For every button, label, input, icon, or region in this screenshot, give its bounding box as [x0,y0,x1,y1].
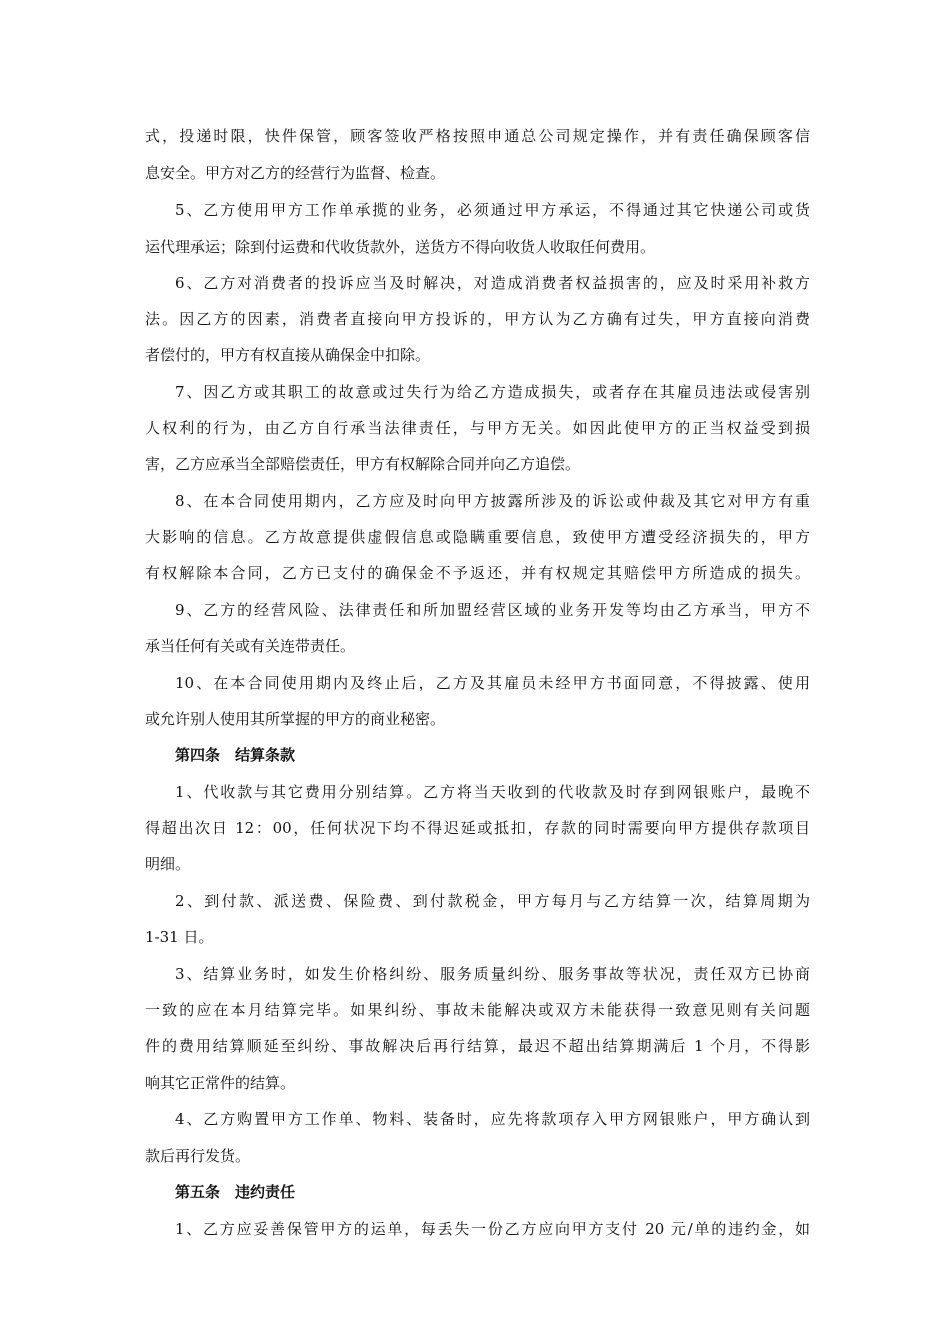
section-heading: 第五条 违约责任 [175,1183,296,1201]
paragraph-line: 承当任何有关或有关连带责任。 [145,637,356,655]
paragraph-line: 3、结算业务时，如发生价格纠纷、服务质量纠纷、服务事故等状况，责任双方已协商 [175,965,810,983]
paragraph-line: 法。因乙方的因素，消费者直接向甲方投诉的，甲方认为乙方确有过失，甲方直接向消费 [145,310,810,328]
paragraph-line: 款后再行发货。 [145,1147,251,1165]
paragraph-line: 8、在本合同使用期内，乙方应及时向甲方披露所涉及的诉讼或仲裁及其它对甲方有重 [175,492,810,510]
paragraph-line: 得超出次日 12：00，任何状况下均不得迟延或抵扣，存款的同时需要向甲方提供存款项目 [145,819,810,837]
paragraph-line: 响其它正常件的结算。 [145,1074,296,1092]
paragraph-line: 明细。 [145,855,191,873]
paragraph-line: 10、在本合同使用期内及终止后，乙方及其雇员未经甲方书面同意，不得披露、使用 [175,674,810,692]
paragraph-line: 9、乙方的经营风险、法律责任和所加盟经营区域的业务开发等均由乙方承当，甲方不 [175,601,810,619]
paragraph-line: 人权利的行为，由乙方自行承当法律责任，与甲方无关。如因此使甲方的正当权益受到损 [145,419,810,437]
paragraph-line: 运代理承运；除到付运费和代收货款外，送货方不得向收货人收取任何费用。 [145,238,656,256]
paragraph-line: 或允许别人使用其所掌握的甲方的商业秘密。 [145,710,446,728]
paragraph-line: 1-31 日。 [145,928,214,946]
paragraph-line: 5、乙方使用甲方工作单承揽的业务，必须通过甲方承运，不得通过其它快递公司或货 [175,201,810,219]
paragraph-line: 有权解除本合同，乙方已支付的确保金不予返还，并有权规定其赔偿甲方所造成的损失。 [145,564,810,582]
paragraph-line: 大影响的信息。乙方故意提供虚假信息或隐瞒重要信息，致使甲方遭受经济损失的，甲方 [145,528,810,546]
paragraph-line: 式，投递时限，快件保管，顾客签收严格按照申通总公司规定操作，并有责任确保顾客信 [145,127,810,145]
section-heading: 第四条 结算条款 [175,746,296,764]
paragraph-line: 2、到付款、派送费、保险费、到付款税金，甲方每月与乙方结算一次，结算周期为 [175,892,810,910]
paragraph-line: 7、因乙方或其职工的故意或过失行为给乙方造成损失，或者存在其雇员违法或侵害别 [175,383,810,401]
paragraph-line: 1、乙方应妥善保管甲方的运单，每丢失一份乙方应向甲方支付 20 元/单的违约金，如 [175,1220,810,1238]
paragraph-line: 息安全。甲方对乙方的经营行为监督、检查。 [145,164,446,182]
paragraph-line: 害，乙方应承当全部赔偿责任，甲方有权解除合同并向乙方追偿。 [145,455,581,473]
paragraph-line: 者偿付的，甲方有权直接从确保金中扣除。 [145,346,431,364]
paragraph-line: 1、代收款与其它费用分别结算。乙方将当天收到的代收款及时存到网银账户，最晚不 [175,783,810,801]
paragraph-line: 4、乙方购置甲方工作单、物料、装备时，应先将款项存入甲方网银账户，甲方确认到 [175,1110,810,1128]
paragraph-line: 一致的应在本月结算完毕。如果纠纷、事故未能解决或双方未能获得一致意见则有关问题 [145,1001,810,1019]
paragraph-line: 6、乙方对消费者的投诉应当及时解决，对造成消费者权益损害的，应及时采用补救方 [175,274,810,292]
paragraph-line: 件的费用结算顺延至纠纷、事故解决后再行结算，最迟不超出结算期满后 1 个月，不得影 [145,1037,810,1055]
